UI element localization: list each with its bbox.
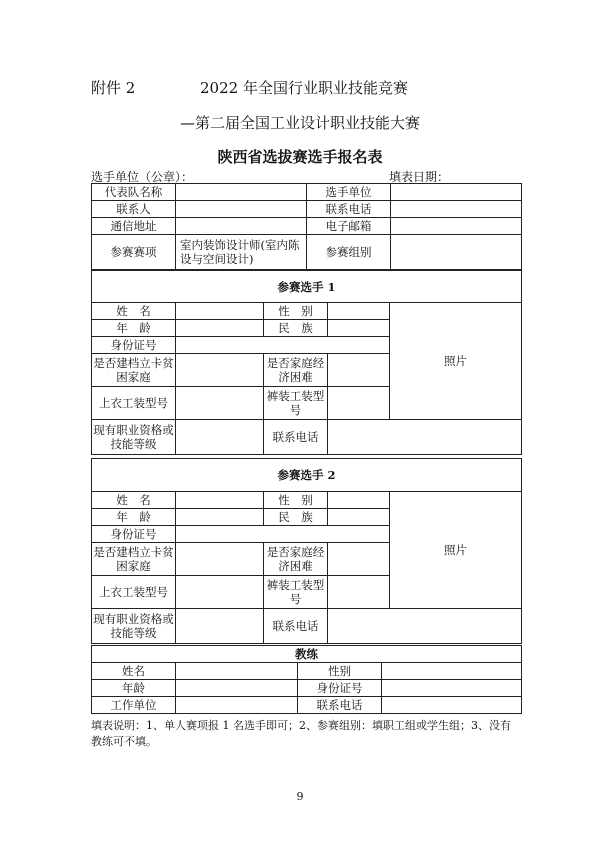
c2-ethnicity-label: 民 族	[264, 509, 328, 526]
c2-age-field[interactable]	[176, 509, 264, 526]
c1-pants-size-label: 裤装工装型号	[264, 387, 328, 420]
group-label: 参赛组别	[307, 235, 391, 270]
unit-seal-label: 选手单位（公章）：	[91, 170, 194, 184]
form-title: 陕西省选拔赛选手报名表	[217, 148, 383, 166]
fill-date-label: 填表日期：	[389, 170, 450, 184]
contestant-2-table	[91, 458, 522, 644]
coach-age-label: 年龄	[92, 680, 176, 697]
event-label: 参赛赛项	[92, 235, 176, 270]
coach-id-label: 身份证号	[298, 680, 382, 697]
contestant-1-table	[91, 270, 522, 455]
coach-work-unit-label: 工作单位	[92, 697, 176, 714]
c2-id-field[interactable]	[176, 526, 390, 543]
page-number: 9	[296, 790, 304, 803]
c1-hardship-field[interactable]	[328, 354, 390, 387]
c2-id-label: 身份证号	[92, 526, 176, 543]
c1-phone-field[interactable]	[328, 420, 522, 455]
c2-poor-family-field[interactable]	[176, 543, 264, 576]
attachment-label: 附件 2	[91, 79, 136, 97]
contact-phone-field[interactable]	[391, 201, 522, 218]
group-field[interactable]	[391, 235, 522, 270]
c1-ethnicity-label: 民 族	[264, 320, 328, 337]
c2-name-label: 姓 名	[92, 492, 176, 509]
c2-phone-field[interactable]	[328, 609, 522, 644]
c2-name-field[interactable]	[176, 492, 264, 509]
coach-gender-label: 性别	[298, 663, 382, 680]
coach-gender-field[interactable]	[382, 663, 522, 680]
coach-age-field[interactable]	[176, 680, 298, 697]
c2-top-size-label: 上衣工装型号	[92, 576, 176, 609]
c1-id-field[interactable]	[176, 337, 390, 354]
address-label: 通信地址	[92, 218, 176, 235]
email-field[interactable]	[391, 218, 522, 235]
c1-age-field[interactable]	[176, 320, 264, 337]
c1-hardship-label: 是否家庭经济困难	[264, 354, 328, 387]
contact-person-field[interactable]	[176, 201, 307, 218]
team-name-label: 代表队名称	[92, 184, 176, 201]
c1-ethnicity-field[interactable]	[328, 320, 390, 337]
coach-id-field[interactable]	[382, 680, 522, 697]
contestant-unit-field[interactable]	[391, 184, 522, 201]
c1-qualification-label: 现有职业资格或技能等级	[92, 420, 176, 455]
c1-name-label: 姓 名	[92, 303, 176, 320]
c1-poor-family-label: 是否建档立卡贫困家庭	[92, 354, 176, 387]
c1-gender-field[interactable]	[328, 303, 390, 320]
c1-age-label: 年 龄	[92, 320, 176, 337]
address-field[interactable]	[176, 218, 307, 235]
c1-pants-size-field[interactable]	[328, 387, 390, 420]
title-line-2: —第二届全国工业设计职业技能大赛	[179, 114, 420, 132]
c2-hardship-field[interactable]	[328, 543, 390, 576]
fill-instructions: 填表说明：1、单人赛项报 1 名选手即可；2、参赛组别：填职工组或学生组；3、没有教练可不填。	[91, 719, 511, 748]
event-value: 室内装饰设计师(室内陈设与空间设计)	[176, 235, 307, 270]
c2-qualification-field[interactable]	[176, 609, 264, 644]
c1-photo-box[interactable]: 照片	[390, 303, 522, 420]
c2-hardship-label: 是否家庭经济困难	[264, 543, 328, 576]
c2-gender-field[interactable]	[328, 492, 390, 509]
c1-id-label: 身份证号	[92, 337, 176, 354]
contact-phone-label: 联系电话	[307, 201, 391, 218]
c1-top-size-label: 上衣工装型号	[92, 387, 176, 420]
c2-poor-family-label: 是否建档立卡贫困家庭	[92, 543, 176, 576]
coach-name-field[interactable]	[176, 663, 298, 680]
c2-phone-label: 联系电话	[264, 609, 328, 644]
c2-photo-box[interactable]: 照片	[390, 492, 522, 609]
coach-work-unit-field[interactable]	[176, 697, 298, 714]
c1-gender-label: 性 别	[264, 303, 328, 320]
c1-top-size-field[interactable]	[176, 387, 264, 420]
team-info-table	[91, 183, 522, 270]
coach-phone-field[interactable]	[382, 697, 522, 714]
contestant-unit-label: 选手单位	[307, 184, 391, 201]
contestant-2-section-title: 参赛选手 2	[92, 459, 522, 492]
c1-poor-family-field[interactable]	[176, 354, 264, 387]
coach-phone-label: 联系电话	[298, 697, 382, 714]
coach-table	[91, 645, 522, 714]
coach-section-title: 教练	[92, 646, 522, 663]
contact-person-label: 联系人	[92, 201, 176, 218]
contestant-1-section-title: 参赛选手 1	[92, 271, 522, 303]
team-name-field[interactable]	[176, 184, 307, 201]
c2-qualification-label: 现有职业资格或技能等级	[92, 609, 176, 644]
email-label: 电子邮箱	[307, 218, 391, 235]
c1-name-field[interactable]	[176, 303, 264, 320]
c1-phone-label: 联系电话	[264, 420, 328, 455]
c2-top-size-field[interactable]	[176, 576, 264, 609]
c2-ethnicity-field[interactable]	[328, 509, 390, 526]
c2-age-label: 年 龄	[92, 509, 176, 526]
c2-pants-size-label: 裤装工装型号	[264, 576, 328, 609]
c1-qualification-field[interactable]	[176, 420, 264, 455]
coach-name-label: 姓名	[92, 663, 176, 680]
c2-gender-label: 性 别	[264, 492, 328, 509]
title-line-1: 2022 年全国行业职业技能竞赛	[200, 79, 408, 97]
c2-pants-size-field[interactable]	[328, 576, 390, 609]
